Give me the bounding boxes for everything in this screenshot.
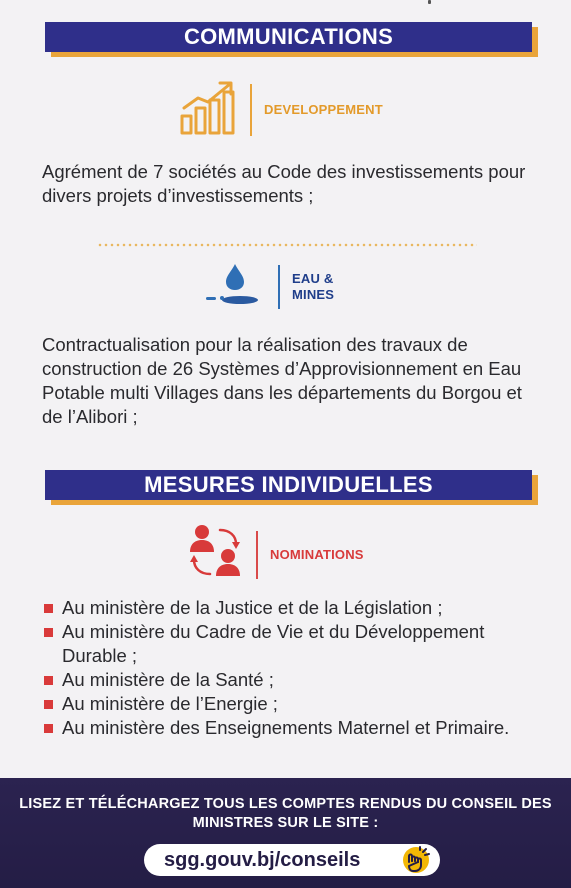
list-item-text: Au ministère de la Santé ; xyxy=(62,669,274,690)
list-item xyxy=(44,620,544,668)
bullet-square-icon xyxy=(44,724,53,733)
list-item xyxy=(44,716,544,740)
website-url: sgg.gouv.bj/conseils xyxy=(164,848,361,871)
footer-message: LISEZ ET TÉLÉCHARGEZ TOUS LES COMPTES RENDUS DU CONSEIL DES MINISTRES SUR LE SITE : xyxy=(19,796,552,831)
bullet-square-icon xyxy=(44,628,53,637)
nominations-list xyxy=(44,596,544,740)
mesures-title: MESURES INDIVIDUELLES xyxy=(45,470,532,500)
developpement-label: DEVELOPPEMENT xyxy=(264,101,383,117)
water-drop-icon xyxy=(204,262,266,311)
bullet-square-icon xyxy=(44,604,53,613)
pointing-hand-icon xyxy=(400,846,432,879)
list-item xyxy=(44,596,544,620)
list-item-text: Au ministère de l’Energie ; xyxy=(62,693,278,714)
people-exchange-icon xyxy=(186,522,244,587)
nominations-label: NOMINATIONS xyxy=(270,546,364,562)
header-divider xyxy=(278,265,280,309)
growth-chart-icon xyxy=(178,78,238,141)
list-item xyxy=(44,692,544,716)
list-item-text: Au ministère de la Justice et de la Législation ; xyxy=(62,597,443,618)
eau-mines-label: EAU & MINES xyxy=(292,270,335,302)
communications-banner xyxy=(45,22,532,54)
developpement-header xyxy=(178,78,383,141)
communications-title: COMMUNICATIONS xyxy=(45,22,532,52)
list-item-text: Au ministère des Enseignements Maternel et Primaire. xyxy=(62,717,510,738)
eau-mines-text: Contractualisation pour la réalisation des travaux de construction de 26 Systèmes d’Approvisionnement en Eau Potable multi Villages dans les départements du Borgou et de l’Alibori ; xyxy=(42,334,522,427)
developpement-text: Agrément de 7 sociétés au Code des investissements pour divers projets d’investissements ; xyxy=(42,161,526,206)
header-divider xyxy=(256,531,258,579)
list-item-text: Au ministère du Cadre de Vie et du Développement Durable ; xyxy=(62,621,485,666)
list-item xyxy=(44,668,544,692)
dotted-separator xyxy=(97,243,477,247)
eau-mines-header xyxy=(204,262,372,311)
nominations-header xyxy=(186,522,364,587)
bullet-square-icon xyxy=(44,700,53,709)
bullet-square-icon xyxy=(44,676,53,685)
top-edge-mark xyxy=(428,0,431,4)
header-divider xyxy=(250,84,252,136)
website-link[interactable] xyxy=(144,844,440,876)
mesures-banner xyxy=(45,470,532,502)
footer xyxy=(0,778,571,888)
